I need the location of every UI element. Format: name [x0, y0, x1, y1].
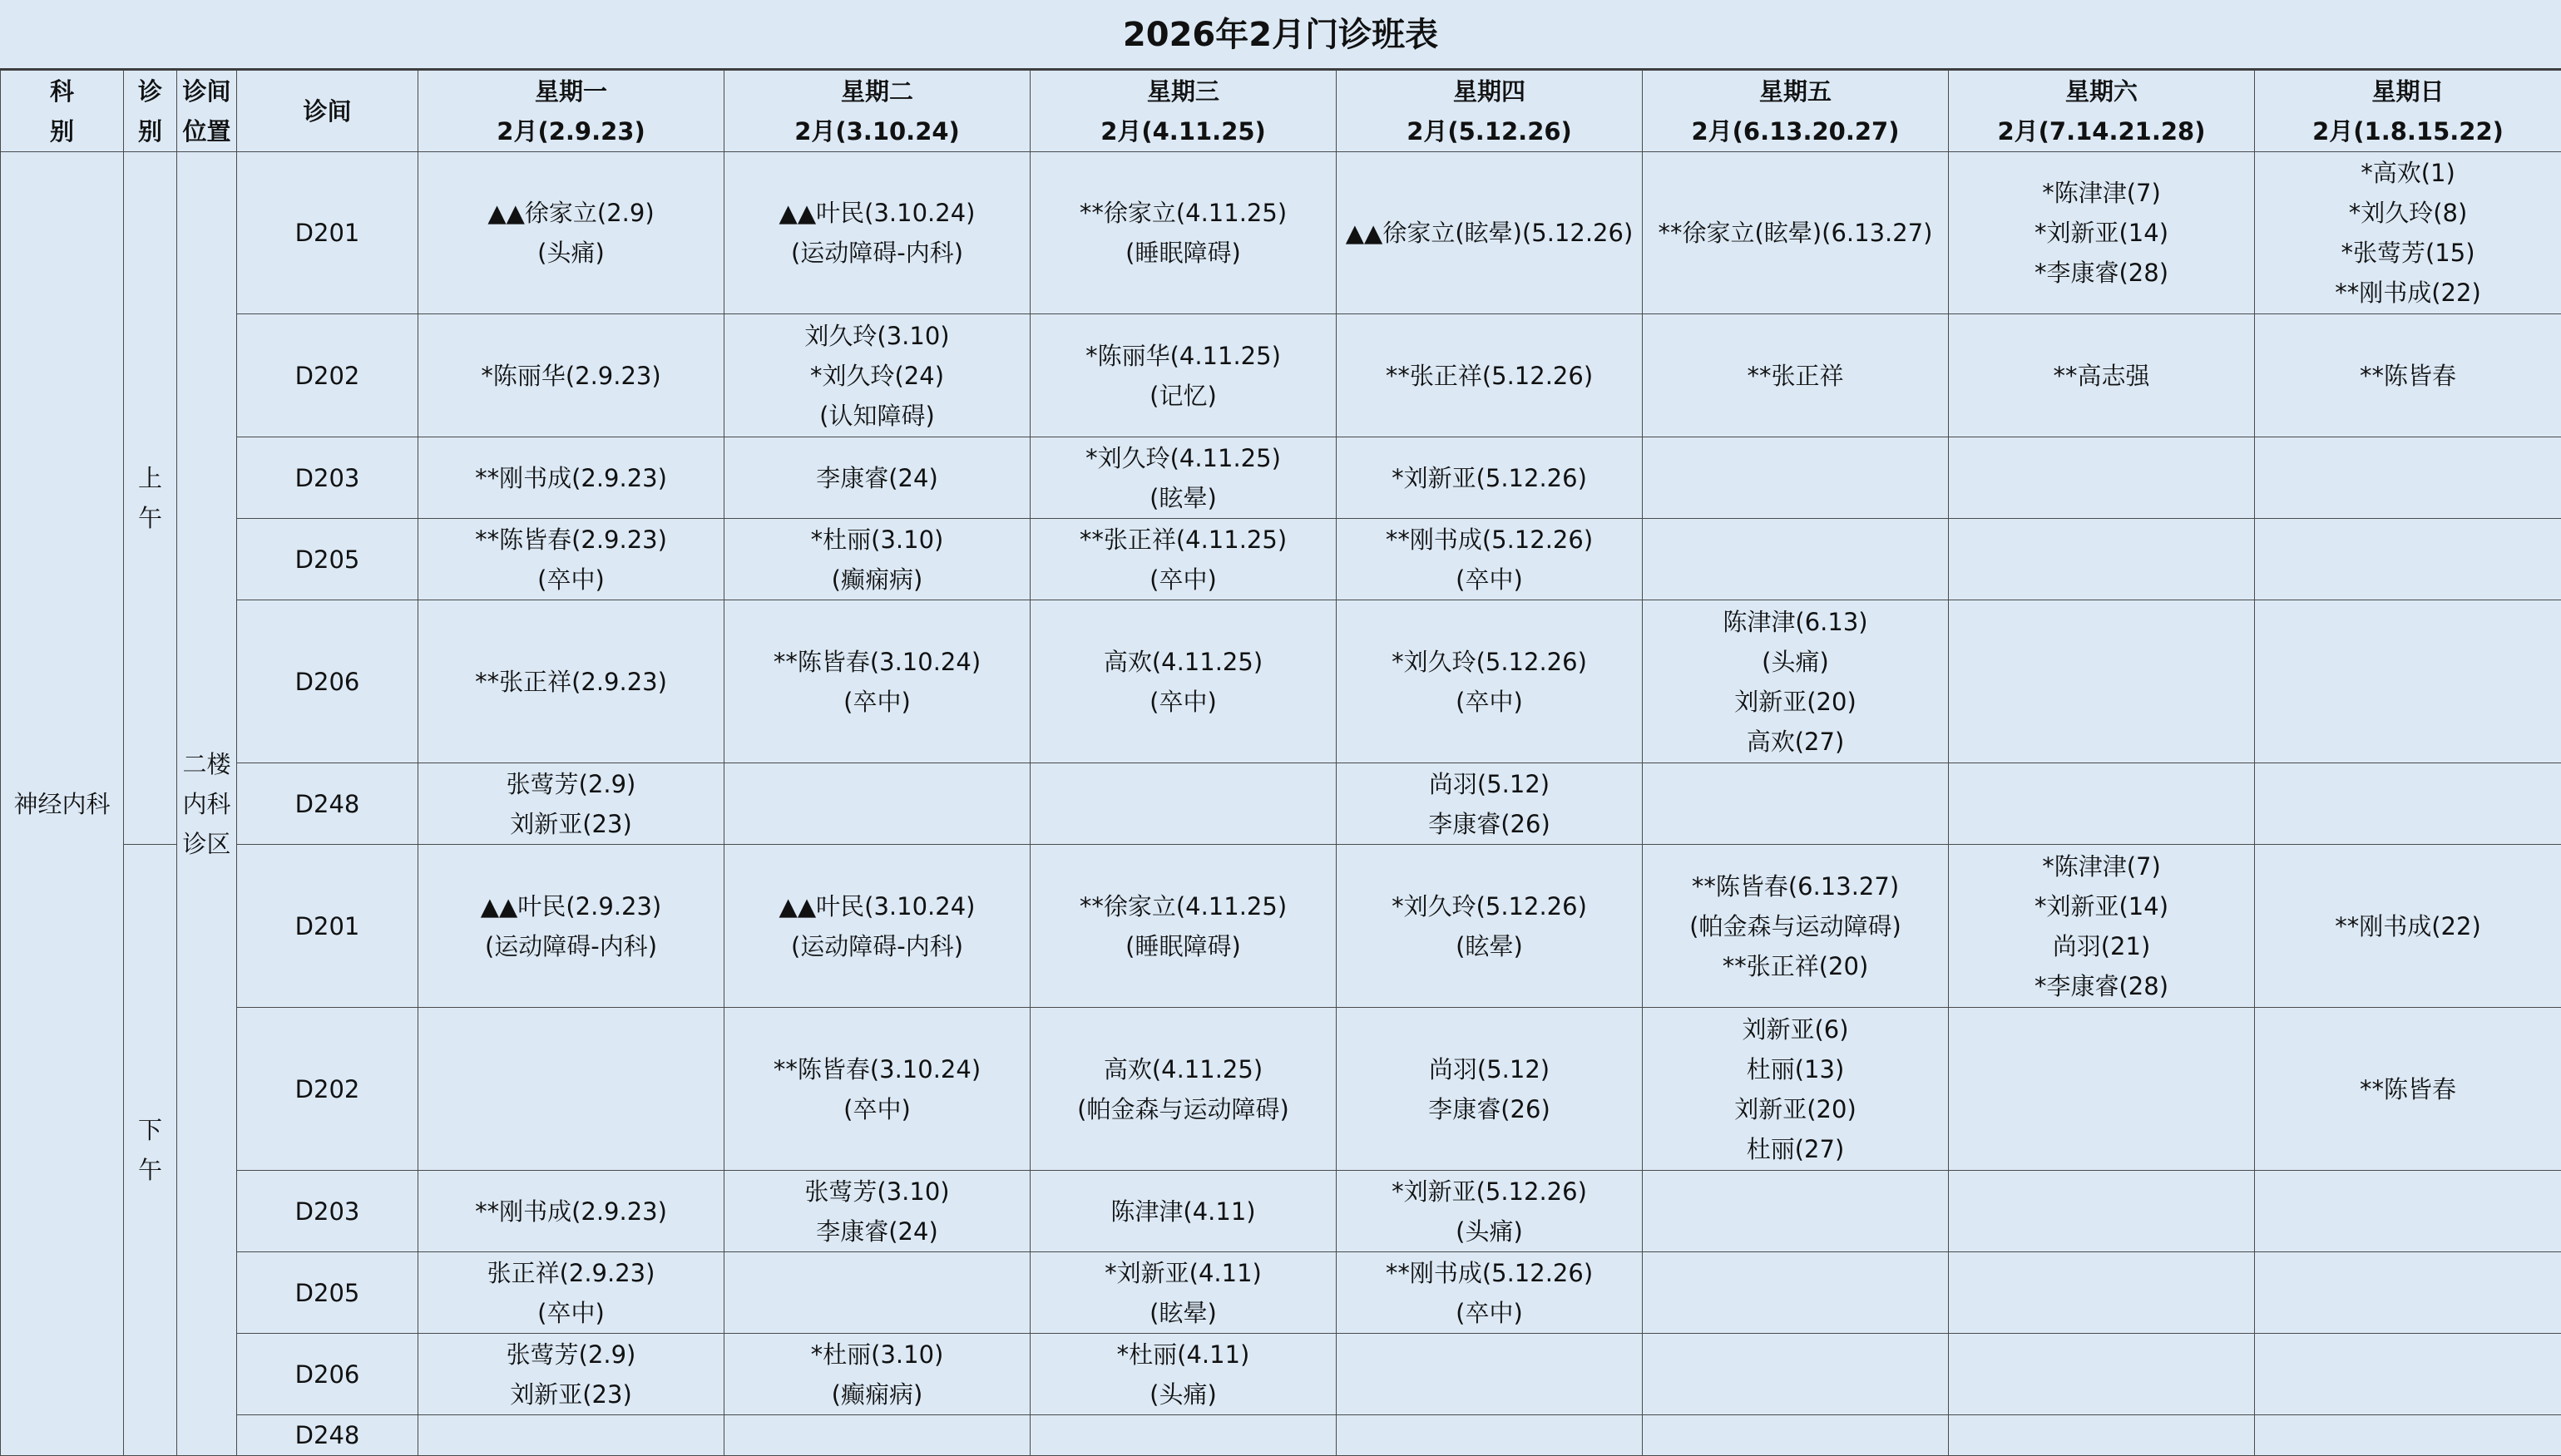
schedule-cell — [418, 314, 724, 437]
table-row — [1, 519, 2561, 600]
header-day — [1031, 71, 1337, 152]
doctor-entry: **刚书成(2.9.23) — [418, 458, 724, 498]
schedule-cell — [1643, 1415, 1949, 1456]
doctor-entry: (卒中) — [418, 560, 724, 600]
doctor-entry: *刘新亚(5.12.26) — [1337, 1172, 1642, 1212]
table-row — [1, 763, 2561, 845]
schedule-cell — [418, 1334, 724, 1415]
schedule-cell — [1031, 314, 1337, 437]
day-dates: 2月(1.8.15.22) — [2255, 111, 2561, 151]
table-row — [1, 1415, 2561, 1456]
schedule-cell — [1031, 1008, 1337, 1171]
schedule-cell — [2255, 519, 2561, 600]
schedule-cell — [2255, 845, 2561, 1008]
doctor-entry: **张正祥(5.12.26) — [1337, 356, 1642, 396]
doctor-entry: **张正祥(4.11.25) — [1031, 520, 1336, 560]
doctor-entry: 陈津津(4.11) — [1031, 1192, 1336, 1231]
doctor-entry: (卒中) — [1337, 682, 1642, 722]
schedule-cell — [724, 845, 1031, 1008]
schedule-cell — [724, 1252, 1031, 1334]
doctor-entry: **高志强 — [1949, 356, 2254, 396]
schedule-cell — [724, 1415, 1031, 1456]
header-day — [724, 71, 1031, 152]
location-cell — [177, 152, 237, 1456]
doctor-entry: *李康睿(28) — [1949, 966, 2254, 1006]
schedule-cell — [1643, 314, 1949, 437]
schedule-cell — [2255, 152, 2561, 314]
session-label: 午 — [124, 1150, 176, 1190]
day-name: 星期三 — [1031, 72, 1336, 111]
header-dept: 科 别 — [1, 71, 124, 152]
table-row — [1, 437, 2561, 519]
room-cell: D248 — [237, 1415, 418, 1456]
schedule-cell — [724, 314, 1031, 437]
session-label: 午 — [124, 498, 176, 538]
doctor-entry: (头痛) — [1031, 1375, 1336, 1414]
table-row — [1, 1171, 2561, 1252]
doctor-entry: (运动障碍-内科) — [724, 926, 1030, 966]
doctor-entry: *陈丽华(4.11.25) — [1031, 336, 1336, 376]
table-row — [1, 1334, 2561, 1415]
doctor-entry: 张正祥(2.9.23) — [418, 1253, 724, 1293]
doctor-entry: 张莺芳(3.10) — [724, 1172, 1030, 1212]
schedule-cell — [724, 1008, 1031, 1171]
schedule-cell — [1643, 437, 1949, 519]
day-name: 星期四 — [1337, 72, 1642, 111]
schedule-cell — [418, 437, 724, 519]
doctor-entry: *刘久玲(5.12.26) — [1337, 642, 1642, 682]
session-cell — [124, 845, 177, 1456]
header-day — [1643, 71, 1949, 152]
session-label: 下 — [124, 1110, 176, 1150]
schedule-cell — [724, 763, 1031, 845]
doctor-entry: 高欢(4.11.25) — [1031, 642, 1336, 682]
day-dates: 2月(4.11.25) — [1031, 111, 1336, 151]
day-name: 星期六 — [1949, 72, 2254, 111]
schedule-cell — [1031, 1334, 1337, 1415]
room-cell: D248 — [237, 763, 418, 845]
schedule-cell — [1337, 1334, 1643, 1415]
schedule-cell — [1949, 763, 2255, 845]
doctor-entry: *陈丽华(2.9.23) — [418, 356, 724, 396]
table-row — [1, 600, 2561, 763]
doctor-entry: (卒中) — [724, 1089, 1030, 1129]
schedule-cell — [724, 1171, 1031, 1252]
doctor-entry: (帕金森与运动障碍) — [1643, 906, 1948, 946]
doctor-entry: 杜丽(13) — [1643, 1049, 1948, 1089]
schedule-cell — [1643, 1252, 1949, 1334]
schedule-cell — [1949, 152, 2255, 314]
doctor-entry: **刚书成(5.12.26) — [1337, 1253, 1642, 1293]
schedule-cell — [1643, 1171, 1949, 1252]
doctor-entry: **张正祥(2.9.23) — [418, 662, 724, 702]
doctor-entry: **徐家立(眩晕)(6.13.27) — [1643, 213, 1948, 253]
schedule-cell — [2255, 1008, 2561, 1171]
day-name: 星期二 — [724, 72, 1030, 111]
schedule-table — [0, 70, 2561, 1456]
schedule-cell — [1337, 1415, 1643, 1456]
schedule-cell — [1949, 600, 2255, 763]
doctor-entry: *杜丽(3.10) — [724, 520, 1030, 560]
doctor-entry: *张莺芳(15) — [2255, 233, 2561, 273]
schedule-cell — [1337, 845, 1643, 1008]
doctor-entry: (卒中) — [1337, 560, 1642, 600]
header-session: 诊 别 — [124, 71, 177, 152]
schedule-cell — [418, 1171, 724, 1252]
doctor-entry: *陈津津(7) — [1949, 173, 2254, 213]
doctor-entry: 张莺芳(2.9) — [418, 1335, 724, 1375]
header-day — [418, 71, 724, 152]
schedule-cell — [1643, 845, 1949, 1008]
session-label: 上 — [124, 458, 176, 498]
doctor-entry: 高欢(27) — [1643, 722, 1948, 762]
schedule-cell — [724, 1334, 1031, 1415]
schedule-cell — [1949, 519, 2255, 600]
room-cell: D203 — [237, 437, 418, 519]
doctor-entry: (癫痫病) — [724, 1375, 1030, 1414]
doctor-entry: 刘新亚(23) — [418, 1375, 724, 1414]
day-name: 星期五 — [1643, 72, 1948, 111]
doctor-entry: (运动障碍-内科) — [724, 233, 1030, 273]
doctor-entry: 杜丽(27) — [1643, 1129, 1948, 1169]
schedule-cell — [1949, 1415, 2255, 1456]
doctor-entry: **刚书成(5.12.26) — [1337, 520, 1642, 560]
doctor-entry: (卒中) — [418, 1293, 724, 1333]
schedule-cell — [2255, 437, 2561, 519]
location-label: 内科 — [177, 784, 236, 824]
schedule-cell — [1031, 845, 1337, 1008]
doctor-entry: *陈津津(7) — [1949, 846, 2254, 886]
schedule-cell — [724, 437, 1031, 519]
doctor-entry: *杜丽(3.10) — [724, 1335, 1030, 1375]
schedule-cell — [1949, 1171, 2255, 1252]
doctor-entry: (卒中) — [724, 682, 1030, 722]
schedule-cell — [1643, 152, 1949, 314]
doctor-entry: *刘新亚(14) — [1949, 886, 2254, 926]
schedule-cell — [418, 1415, 724, 1456]
doctor-entry: **张正祥 — [1643, 356, 1948, 396]
doctor-entry: **张正祥(20) — [1643, 946, 1948, 986]
room-cell: D206 — [237, 1334, 418, 1415]
doctor-entry: (头痛) — [1643, 642, 1948, 682]
header-day — [1337, 71, 1643, 152]
header-day — [1949, 71, 2255, 152]
doctor-entry: (记忆) — [1031, 376, 1336, 416]
day-dates: 2月(6.13.20.27) — [1643, 111, 1948, 151]
doctor-entry: 刘新亚(23) — [418, 804, 724, 844]
room-cell: D205 — [237, 1252, 418, 1334]
doctor-entry: 李康睿(26) — [1337, 804, 1642, 844]
doctor-entry: *刘新亚(14) — [1949, 213, 2254, 253]
schedule-cell — [1337, 519, 1643, 600]
schedule-cell — [1031, 1252, 1337, 1334]
room-cell: D206 — [237, 600, 418, 763]
doctor-entry: **徐家立(4.11.25) — [1031, 193, 1336, 233]
day-dates: 2月(7.14.21.28) — [1949, 111, 2254, 151]
doctor-entry: ▲▲叶民(3.10.24) — [724, 886, 1030, 926]
schedule-cell — [1949, 314, 2255, 437]
doctor-entry: *高欢(1) — [2255, 153, 2561, 193]
header-row — [1, 71, 2561, 152]
schedule-cell — [1643, 600, 1949, 763]
doctor-entry: **刚书成(2.9.23) — [418, 1192, 724, 1231]
schedule-cell — [418, 600, 724, 763]
schedule-cell — [2255, 1252, 2561, 1334]
day-dates: 2月(5.12.26) — [1337, 111, 1642, 151]
doctor-entry: 刘新亚(20) — [1643, 682, 1948, 722]
schedule-body — [1, 152, 2561, 1456]
schedule-cell — [1949, 1252, 2255, 1334]
schedule-cell — [2255, 1334, 2561, 1415]
doctor-entry: 李康睿(24) — [724, 458, 1030, 498]
department-cell: 神经内科 — [1, 152, 124, 1456]
doctor-entry: **刚书成(22) — [2255, 273, 2561, 313]
table-row — [1, 845, 2561, 1008]
schedule-cell — [1337, 600, 1643, 763]
doctor-entry: 尚羽(21) — [1949, 926, 2254, 966]
schedule-cell — [1337, 314, 1643, 437]
doctor-entry: 高欢(4.11.25) — [1031, 1049, 1336, 1089]
doctor-entry: **刚书成(22) — [2255, 906, 2561, 946]
doctor-entry: *刘久玲(5.12.26) — [1337, 886, 1642, 926]
location-label: 诊区 — [177, 824, 236, 864]
doctor-entry: (眩晕) — [1031, 1293, 1336, 1333]
header-location: 诊间 位置 — [177, 71, 237, 152]
doctor-entry: (运动障碍-内科) — [418, 926, 724, 966]
doctor-entry: **陈皆春 — [2255, 356, 2561, 396]
doctor-entry: 李康睿(26) — [1337, 1089, 1642, 1129]
schedule-cell — [1949, 845, 2255, 1008]
day-dates: 2月(3.10.24) — [724, 111, 1030, 151]
schedule-cell — [1031, 1415, 1337, 1456]
doctor-entry: *刘久玲(8) — [2255, 193, 2561, 233]
header-room: 诊间 — [237, 71, 418, 152]
doctor-entry: (眩晕) — [1031, 478, 1336, 518]
doctor-entry: (帕金森与运动障碍) — [1031, 1089, 1336, 1129]
doctor-entry: (睡眠障碍) — [1031, 233, 1336, 273]
schedule-cell — [1031, 1171, 1337, 1252]
doctor-entry: (眩晕) — [1337, 926, 1642, 966]
doctor-entry: 尚羽(5.12) — [1337, 764, 1642, 804]
doctor-entry: (认知障碍) — [724, 396, 1030, 436]
schedule-cell — [1337, 1008, 1643, 1171]
doctor-entry: *刘新亚(5.12.26) — [1337, 458, 1642, 498]
schedule-cell — [418, 519, 724, 600]
doctor-entry: (卒中) — [1031, 682, 1336, 722]
room-cell: D201 — [237, 152, 418, 314]
table-row — [1, 1252, 2561, 1334]
doctor-entry: *刘久玲(24) — [724, 356, 1030, 396]
schedule-cell — [2255, 600, 2561, 763]
schedule-cell — [2255, 1171, 2561, 1252]
doctor-entry: 尚羽(5.12) — [1337, 1049, 1642, 1089]
room-cell: D202 — [237, 314, 418, 437]
schedule-cell — [1643, 763, 1949, 845]
schedule-cell — [1337, 1171, 1643, 1252]
schedule-cell — [1949, 1334, 2255, 1415]
schedule-cell — [418, 1252, 724, 1334]
day-dates: 2月(2.9.23) — [418, 111, 724, 151]
doctor-entry: (癫痫病) — [724, 560, 1030, 600]
doctor-entry: 李康睿(24) — [724, 1212, 1030, 1251]
session-cell — [124, 152, 177, 845]
doctor-entry: **陈皆春(2.9.23) — [418, 520, 724, 560]
doctor-entry: (卒中) — [1031, 560, 1336, 600]
page-title: 2026年2月门诊班表 — [0, 0, 2561, 70]
schedule-cell — [2255, 763, 2561, 845]
schedule-cell — [418, 152, 724, 314]
doctor-entry: 张莺芳(2.9) — [418, 764, 724, 804]
room-cell: D203 — [237, 1171, 418, 1252]
doctor-entry: 刘新亚(6) — [1643, 1009, 1948, 1049]
schedule-cell — [1337, 1252, 1643, 1334]
doctor-entry: (睡眠障碍) — [1031, 926, 1336, 966]
header-day — [2255, 71, 2561, 152]
schedule-cell — [1031, 600, 1337, 763]
schedule-cell — [2255, 1415, 2561, 1456]
schedule-cell — [724, 600, 1031, 763]
doctor-entry: (头痛) — [418, 233, 724, 273]
schedule-cell — [724, 152, 1031, 314]
doctor-entry: **陈皆春(6.13.27) — [1643, 866, 1948, 906]
schedule-cell — [1031, 437, 1337, 519]
room-cell: D201 — [237, 845, 418, 1008]
schedule-cell — [1643, 1008, 1949, 1171]
table-row — [1, 152, 2561, 314]
table-row — [1, 314, 2561, 437]
doctor-entry: *李康睿(28) — [1949, 253, 2254, 293]
schedule-cell — [1949, 437, 2255, 519]
doctor-entry: (卒中) — [1337, 1293, 1642, 1333]
doctor-entry: 刘久玲(3.10) — [724, 316, 1030, 356]
schedule-cell — [724, 519, 1031, 600]
doctor-entry: **陈皆春(3.10.24) — [724, 642, 1030, 682]
doctor-entry: 刘新亚(20) — [1643, 1089, 1948, 1129]
table-row — [1, 1008, 2561, 1171]
schedule-cell — [2255, 314, 2561, 437]
schedule-cell — [1031, 519, 1337, 600]
day-name: 星期日 — [2255, 72, 2561, 111]
schedule-cell — [1337, 763, 1643, 845]
doctor-entry: **陈皆春 — [2255, 1069, 2561, 1109]
doctor-entry: **徐家立(4.11.25) — [1031, 886, 1336, 926]
schedule-cell — [1031, 152, 1337, 314]
room-cell: D205 — [237, 519, 418, 600]
location-label: 二楼 — [177, 744, 236, 784]
doctor-entry: *刘久玲(4.11.25) — [1031, 438, 1336, 478]
doctor-entry: ▲▲叶民(3.10.24) — [724, 193, 1030, 233]
schedule-cell — [1643, 519, 1949, 600]
schedule-cell — [1031, 763, 1337, 845]
schedule-cell — [418, 763, 724, 845]
schedule-cell — [418, 1008, 724, 1171]
doctor-entry: ▲▲徐家立(眩晕)(5.12.26) — [1337, 213, 1642, 253]
doctor-entry: **陈皆春(3.10.24) — [724, 1049, 1030, 1089]
schedule-cell — [1337, 152, 1643, 314]
doctor-entry: ▲▲徐家立(2.9) — [418, 193, 724, 233]
schedule-cell — [418, 845, 724, 1008]
day-name: 星期一 — [418, 72, 724, 111]
doctor-entry: ▲▲叶民(2.9.23) — [418, 886, 724, 926]
doctor-entry: 陈津津(6.13) — [1643, 602, 1948, 642]
doctor-entry: *刘新亚(4.11) — [1031, 1253, 1336, 1293]
doctor-entry: *杜丽(4.11) — [1031, 1335, 1336, 1375]
schedule-cell — [1337, 437, 1643, 519]
schedule-cell — [1643, 1334, 1949, 1415]
doctor-entry: (头痛) — [1337, 1212, 1642, 1251]
schedule-cell — [1949, 1008, 2255, 1171]
room-cell: D202 — [237, 1008, 418, 1171]
